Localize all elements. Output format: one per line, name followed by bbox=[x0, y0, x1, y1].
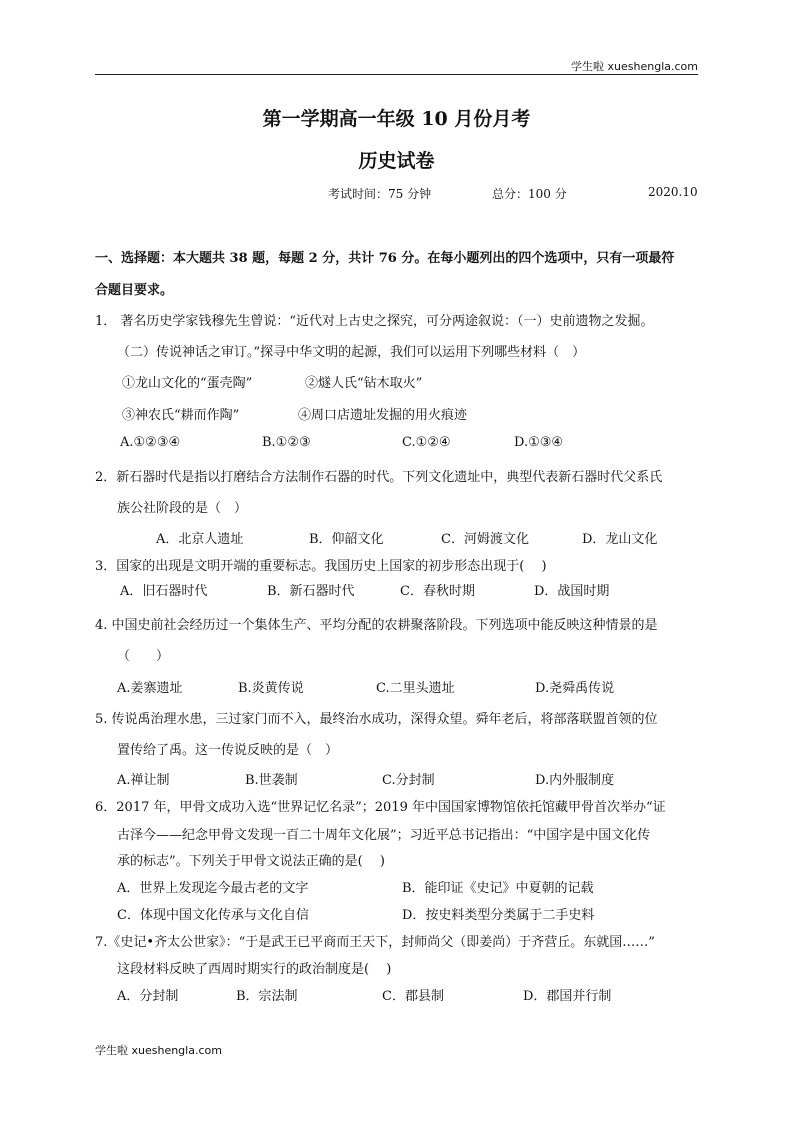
q2-stem-line2: 族公社阶段的是（ ） bbox=[117, 501, 248, 516]
q6-option-b: B．能印证《史记》中夏朝的记载 bbox=[402, 881, 594, 896]
q3-option-d: D．战国时期 bbox=[534, 584, 610, 599]
total-score: 总分：100 分 bbox=[492, 187, 567, 201]
q4-option-c: C.二里头遗址 bbox=[376, 681, 455, 696]
q3-option-a: A．旧石器时代 bbox=[120, 584, 208, 599]
q2-option-b: B．仰韶文化 bbox=[309, 532, 384, 547]
q7-option-c: C．郡县制 bbox=[382, 989, 444, 1004]
q4-option-a: A.姜寨遗址 bbox=[117, 681, 183, 696]
q5-option-b: B.世袭制 bbox=[245, 773, 298, 788]
q5-option-c: C.分封制 bbox=[382, 773, 435, 788]
page-subtitle: 历史试卷 bbox=[358, 150, 435, 172]
q3-option-c: C．春秋时期 bbox=[400, 584, 475, 599]
q6-stem-line1: 6．2017 年，甲骨文成功入选“世界记忆名录”；2019 年中国国家博物馆依托馆藏甲骨首次举办“证 bbox=[95, 800, 666, 815]
q4-option-b: B.炎黄传说 bbox=[238, 681, 304, 696]
q7-stem-line1: 7.《史记•齐太公世家》：“于是武王已平商而王天下，封师尚父（即姜尚）于齐营丘。东就国……” bbox=[95, 935, 655, 950]
q1-option-b: B.①②③ bbox=[262, 435, 311, 450]
q3-option-b: B．新石器时代 bbox=[267, 584, 355, 599]
section-heading-line2: 合题目要求。 bbox=[95, 283, 174, 298]
q1-stem-line2: （二）传说神话之审订。”探寻中华文明的起源，我们可以运用下列哪些材料（ ） bbox=[117, 345, 586, 360]
q7-stem-line2: 这段材料反映了西周时期实行的政治制度是( ) bbox=[117, 962, 392, 977]
footer-site: 学生啦 xueshengla.com bbox=[95, 1044, 222, 1057]
q1-material-2: ②燧人氏“钻木取火” bbox=[305, 376, 423, 391]
q1-option-d: D.①③④ bbox=[514, 435, 564, 450]
page-title: 第一学期高一年级 10 月份月考 bbox=[262, 108, 531, 130]
q2-option-d: D．龙山文化 bbox=[582, 532, 658, 547]
q5-stem-line2: 置传给了禹。这一传说反映的是（ ） bbox=[117, 743, 339, 758]
q2-option-a: A．北京人遗址 bbox=[156, 532, 244, 547]
q1-material-1: ①龙山文化的“蛋壳陶” bbox=[122, 376, 253, 391]
q1-stem-line1: 1． 著名历史学家钱穆先生曾说：“近代对上古史之探究，可分两途叙说：（一）史前遗物之发掘。 bbox=[95, 314, 654, 329]
q3-stem: 3．国家的出现是文明开端的重要标志。我国历史上国家的初步形态出现于( ) bbox=[95, 559, 547, 574]
q4-stem-line1: 4. 中国史前社会经历过一个集体生产、平均分配的农耕聚落阶段。下列选项中能反映这种情景的是 bbox=[95, 618, 658, 633]
exam-date: 2020.10 bbox=[648, 185, 698, 199]
section-heading-line1: 一、选择题：本大题共 38 题，每题 2 分，共计 76 分。在每小题列出的四个选项中，只有一项最符 bbox=[95, 251, 675, 266]
q4-stem-line2: （ ） bbox=[117, 649, 170, 664]
q1-material-3: ③神农氏“耕而作陶” bbox=[122, 408, 240, 423]
q7-option-d: D．郡国并行制 bbox=[523, 989, 612, 1004]
q6-stem-line3: 承的标志”。下列关于甲骨文说法正确的是( ) bbox=[117, 854, 385, 869]
q4-option-d: D.尧舜禹传说 bbox=[535, 681, 615, 696]
q6-stem-line2: 古泽今——纪念甲骨文发现一百二十周年文化展”；习近平总书记指出：“中国字是中国文化传 bbox=[117, 828, 651, 843]
q6-option-c: C．体现中国文化传承与文化自信 bbox=[117, 908, 309, 923]
q2-option-c: C．河姆渡文化 bbox=[441, 532, 529, 547]
header-divider bbox=[95, 74, 698, 75]
q1-option-c: C.①②④ bbox=[402, 435, 451, 450]
q6-option-a: A．世界上发现迄今最古老的文字 bbox=[117, 881, 309, 896]
q6-option-d: D．按史料类型分类属于二手史料 bbox=[402, 908, 595, 923]
q7-option-b: B．宗法制 bbox=[236, 989, 298, 1004]
exam-time: 考试时间：75 分钟 bbox=[328, 187, 432, 201]
q5-option-a: A.禅让制 bbox=[117, 773, 170, 788]
q1-option-a: A.①②③④ bbox=[120, 435, 181, 450]
q7-option-a: A．分封制 bbox=[117, 989, 179, 1004]
q2-stem-line1: 2．新石器时代是指以打磨结合方法制作石器的时代。下列文化遗址中，典型代表新石器时代父系氏 bbox=[95, 470, 663, 485]
q5-stem-line1: 5. 传说禹治理水患，三过家门而不入，最终治水成功，深得众望。舜年老后，将部落联盟首领的位 bbox=[95, 712, 658, 727]
header-site: 学生啦 xueshengla.com bbox=[571, 60, 698, 73]
q1-material-4: ④周口店遗址发掘的用火痕迹 bbox=[298, 408, 468, 423]
q5-option-d: D.内外服制度 bbox=[535, 773, 615, 788]
